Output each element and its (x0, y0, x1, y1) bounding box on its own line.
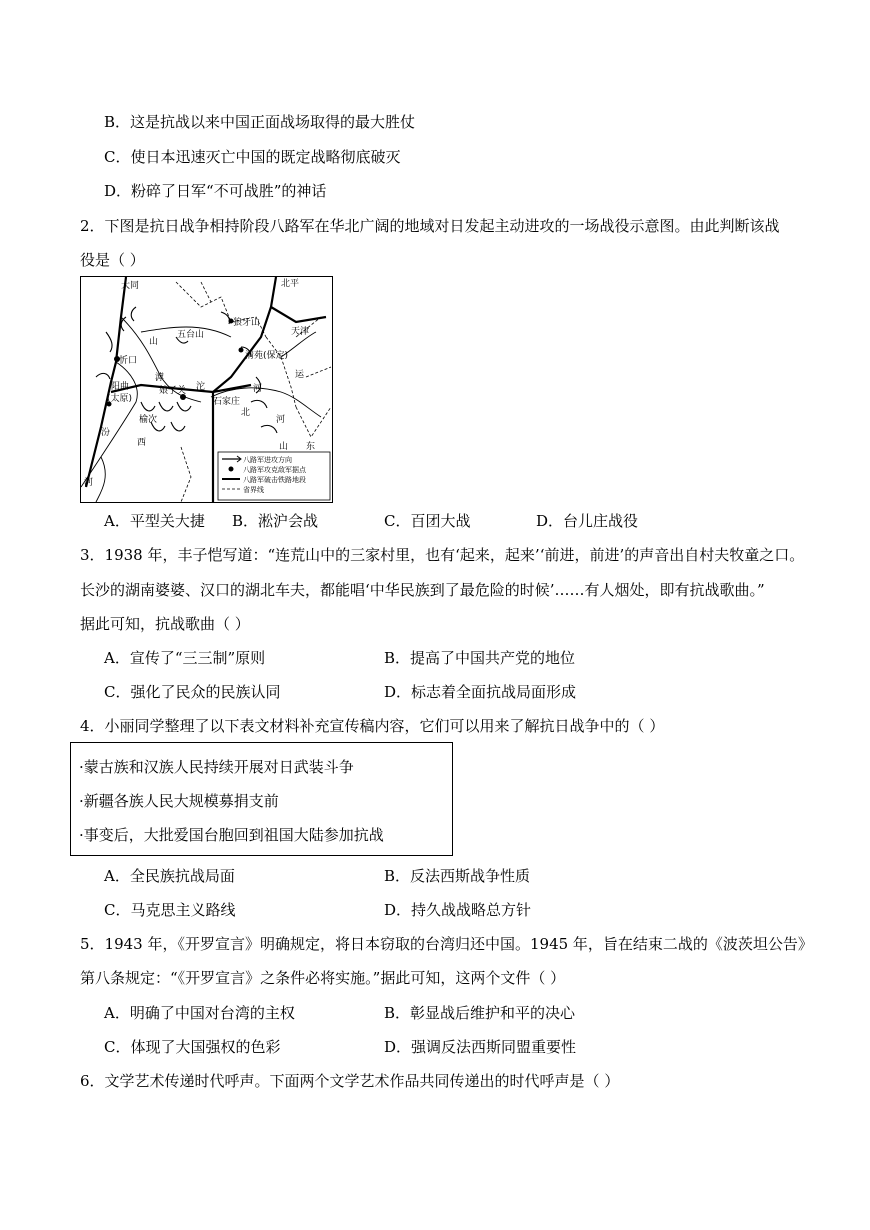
map-label-qingyuan: 清苑(保定) (245, 351, 289, 361)
legend-province-border: 省界线 (243, 486, 264, 494)
q4-material-item: ·新疆各族人民大规模募捐支前 (79, 792, 279, 810)
q3-option-b: B．提高了中国共产党的地位 (384, 649, 576, 667)
q2-option-c: C．百团大战 (384, 512, 471, 530)
q2-option-b: B．淞沪会战 (232, 512, 319, 530)
map-label-langyashan: 狼牙山 (233, 318, 261, 328)
q3-stem-line3: 据此可知，抗战歌曲（ ） (80, 615, 250, 633)
map-label-niangziguan: 娘子关 (159, 386, 187, 396)
q3-option-c: C．强化了民众的民族认同 (104, 683, 281, 701)
map-label-xinkou: 忻口 (119, 356, 138, 366)
map-label-he1: 河 (253, 384, 263, 394)
q2-stem-line2: 役是（ ） (80, 251, 145, 269)
map-label-fen: 汾 (101, 428, 111, 438)
q5-stem-line1: 5．1943 年，《开罗宣言》明确规定，将日本窃取的台湾归还中国。1945 年，旨在结束二战的《波茨坦公告》 (80, 935, 813, 953)
map-label-yun: 运 (295, 370, 305, 380)
legend-attack-direction: 八路军进攻方向 (243, 456, 292, 464)
map-label-wutaishan: 五台山 (177, 330, 205, 340)
q3-option-a: A．宣传了“三三制”原则 (104, 649, 266, 667)
q4-stem: 4．小丽同学整理了以下表文材料补充宣传稿内容，它们可以用来了解抗日战争中的（ ） (80, 717, 665, 735)
q4-option-c: C．马克思主义路线 (104, 901, 236, 919)
legend-captured-stronghold: 八路军攻克敌军据点 (243, 466, 306, 474)
map-label-he3: 河 (84, 478, 94, 488)
q2-option-d: D．台儿庄战役 (536, 512, 639, 530)
q4-material-item: ·事变后，大批爱国台胞回到祖国大陆参加抗战 (79, 826, 384, 844)
map-label-shan2: 山 (279, 442, 289, 452)
legend-railway-sabotage: 八路军破击铁路地段 (243, 476, 306, 484)
map-label-yangqu: 阳曲 (111, 382, 130, 392)
q6-stem: 6．文学艺术传递时代呼声。下面两个文学艺术作品共同传递出的时代呼声是（ ） (80, 1072, 620, 1090)
q4-option-a: A．全民族抗战局面 (104, 867, 235, 885)
map-label-bei: 北 (241, 408, 251, 418)
q2-stem-line1: 2．下图是抗日战争相持阶段八路军在华北广阔的地域对日发起主动进攻的一场战役示意图。由此判断该战 (80, 217, 780, 235)
map-label-he2: 河 (276, 415, 286, 425)
q5-option-a: A．明确了中国对台湾的主权 (104, 1004, 295, 1022)
q5-option-c: C．体现了大国强权的色彩 (104, 1038, 281, 1056)
q4-material-item: ·蒙古族和汉族人民持续开展对日武装斗争 (79, 758, 354, 776)
battle-map (80, 276, 333, 503)
q2-option-a: A．平型关大捷 (104, 512, 205, 530)
map-label-xi: 西 (137, 438, 147, 448)
map-legend (218, 452, 330, 500)
q4-material-box (70, 742, 453, 856)
q3-stem-line1: 3．1938 年，丰子恺写道：“连荒山中的三家村里，也有‘起来，起来’‘前进，前进’的声音出自村夫牧童之口。 (80, 546, 805, 564)
map-label-hu: 滹 (155, 373, 165, 383)
q3-option-d: D．标志着全面抗战局面形成 (384, 683, 577, 701)
q4-option-b: B．反法西斯战争性质 (384, 867, 531, 885)
map-label-datong: 大同 (121, 281, 140, 291)
map-label-dong: 东 (306, 442, 316, 452)
q1-option-c: C．使日本迅速灭亡中国的既定战略彻底破灭 (104, 148, 401, 166)
q1-option-b: B．这是抗战以来中国正面战场取得的最大胜仗 (104, 113, 416, 131)
map-label-tianjin: 天津 (291, 327, 310, 337)
q4-option-d: D．持久战战略总方针 (384, 901, 532, 919)
map-label-shijiazhuang: 石家庄 (213, 397, 241, 407)
map-label-tuo: 沱 (196, 382, 206, 392)
q1-option-d: D．粉碎了日军“不可战胜”的神话 (104, 182, 327, 200)
q5-option-d: D．强调反法西斯同盟重要性 (384, 1038, 577, 1056)
map-label-taiyuan: (太原) (107, 394, 133, 404)
map-label-beiping: 北平 (281, 279, 300, 289)
q5-stem-line2: 第八条规定：“《开罗宣言》之条件必将实施。”据此可知，这两个文件（ ） (80, 969, 566, 987)
map-label-yuci: 榆次 (139, 415, 158, 425)
map-label-shan: 山 (149, 337, 159, 347)
q3-stem-line2: 长沙的湖南婆婆、汉口的湖北车夫，都能唱‘中华民族到了最危险的时候’……有人烟处，即有抗战歌曲。” (80, 581, 765, 599)
q5-option-b: B．彰显战后维护和平的决心 (384, 1004, 576, 1022)
